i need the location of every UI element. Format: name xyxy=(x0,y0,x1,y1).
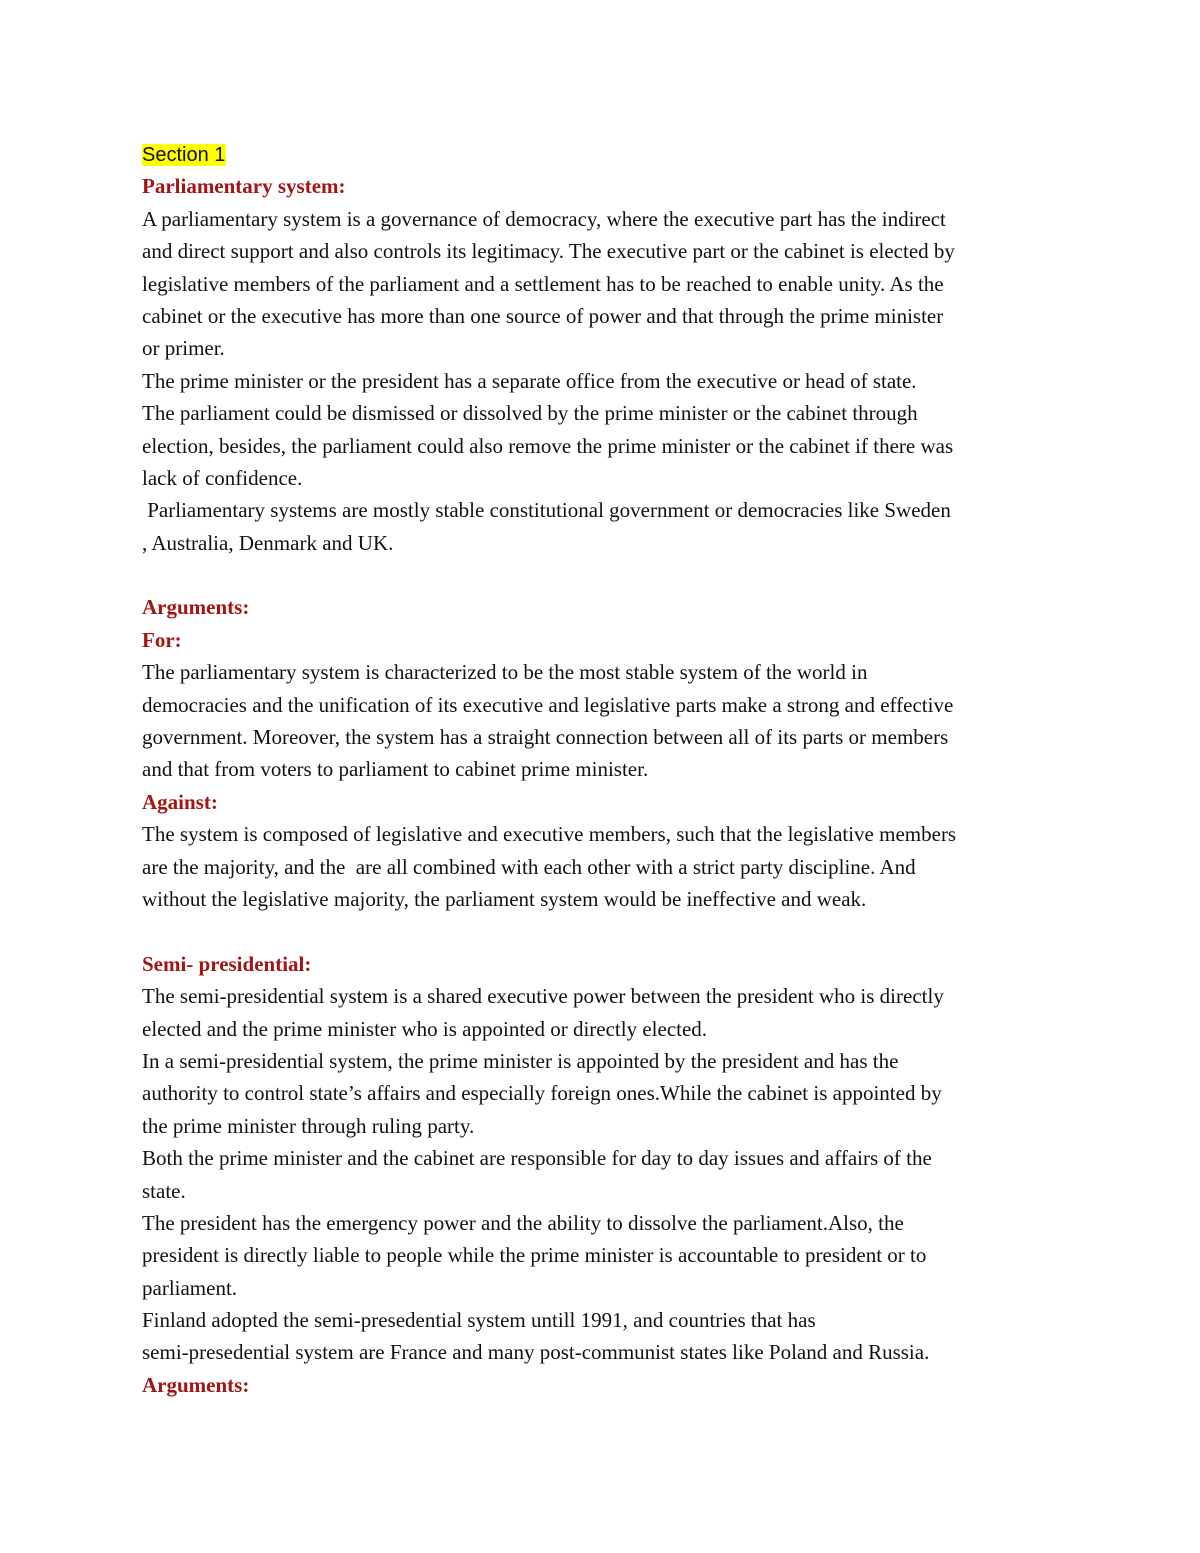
blank-line xyxy=(142,915,1072,947)
document-page xyxy=(142,138,1072,1401)
paragraph-line: cabinet or the executive has more than one source of power and that through the prime minister xyxy=(142,303,944,328)
paragraph-line: president is directly liable to people while the prime minister is accountable to president or to xyxy=(142,1243,927,1268)
paragraph-line: election, besides, the parliament could also remove the prime minister or the cabinet if there was xyxy=(142,433,954,458)
paragraph-line: A parliamentary system is a governance of democracy, where the executive part has the indirect xyxy=(142,206,946,231)
semi-presidential-body xyxy=(142,980,1072,1369)
against-body xyxy=(142,818,1072,915)
paragraph-line: and that from voters to parliament to cabinet prime minister. xyxy=(142,757,649,782)
paragraph-line: elected and the prime minister who is appointed or directly elected. xyxy=(142,1016,708,1041)
blank-line xyxy=(142,559,1072,591)
section-line xyxy=(142,138,1072,170)
paragraph-line: parliament. xyxy=(142,1275,238,1300)
parliamentary-body xyxy=(142,203,1072,559)
against-heading: Against: xyxy=(142,789,218,814)
for-body xyxy=(142,656,1072,786)
paragraph-line: and direct support and also controls its legitimacy. The executive part or the cabinet is elected by xyxy=(142,239,955,264)
paragraph-line: democracies and the unification of its executive and legislative parts make a strong and effective xyxy=(142,692,954,717)
paragraph-line: , Australia, Denmark and UK. xyxy=(142,530,394,555)
paragraph-line: In a semi-presidential system, the prime minister is appointed by the president and has the xyxy=(142,1048,899,1073)
paragraph-line: or primer. xyxy=(142,336,225,361)
parliamentary-heading: Parliamentary system: xyxy=(142,174,346,199)
paragraph-line: Finland adopted the semi-presedential system untill 1991, and countries that has xyxy=(142,1308,816,1333)
paragraph-line: the prime minister through ruling party. xyxy=(142,1113,475,1138)
paragraph-line: are the majority, and the are all combined with each other with a strict party discipline. And xyxy=(142,854,916,879)
semi-presidential-heading: Semi- presidential: xyxy=(142,951,312,976)
paragraph-line: The prime minister or the president has a separate office from the executive or head of state. xyxy=(142,368,917,393)
paragraph-line: authority to control state’s affairs and especially foreign ones.While the cabinet is appointed by xyxy=(142,1081,942,1106)
section-label: Section 1 xyxy=(142,144,226,166)
paragraph-line: Parliamentary systems are mostly stable constitutional government or democracies like Sweden xyxy=(142,498,951,523)
arguments-heading: Arguments: xyxy=(142,595,250,620)
paragraph-line: The semi-presidential system is a shared executive power between the president who is directly xyxy=(142,984,944,1009)
paragraph-line: Both the prime minister and the cabinet are responsible for day to day issues and affairs of the xyxy=(142,1146,932,1171)
paragraph-line: legislative members of the parliament and a settlement has to be reached to enable unity. As the xyxy=(142,271,944,296)
paragraph-line: The parliament could be dismissed or dissolved by the prime minister or the cabinet through xyxy=(142,401,918,426)
paragraph-line: semi-presedential system are France and many post-communist states like Poland and Russia. xyxy=(142,1340,930,1365)
paragraph-line: lack of confidence. xyxy=(142,465,303,490)
for-heading: For: xyxy=(142,627,182,652)
paragraph-line: without the legislative majority, the parliament system would be ineffective and weak. xyxy=(142,886,867,911)
paragraph-line: The system is composed of legislative and executive members, such that the legislative members xyxy=(142,822,957,847)
paragraph-line: The parliamentary system is characterized to be the most stable system of the world in xyxy=(142,660,868,685)
arguments-heading: Arguments: xyxy=(142,1372,250,1397)
paragraph-line: government. Moreover, the system has a straight connection between all of its parts or members xyxy=(142,725,949,750)
paragraph-line: state. xyxy=(142,1178,186,1203)
paragraph-line: The president has the emergency power and the ability to dissolve the parliament.Also, the xyxy=(142,1210,904,1235)
